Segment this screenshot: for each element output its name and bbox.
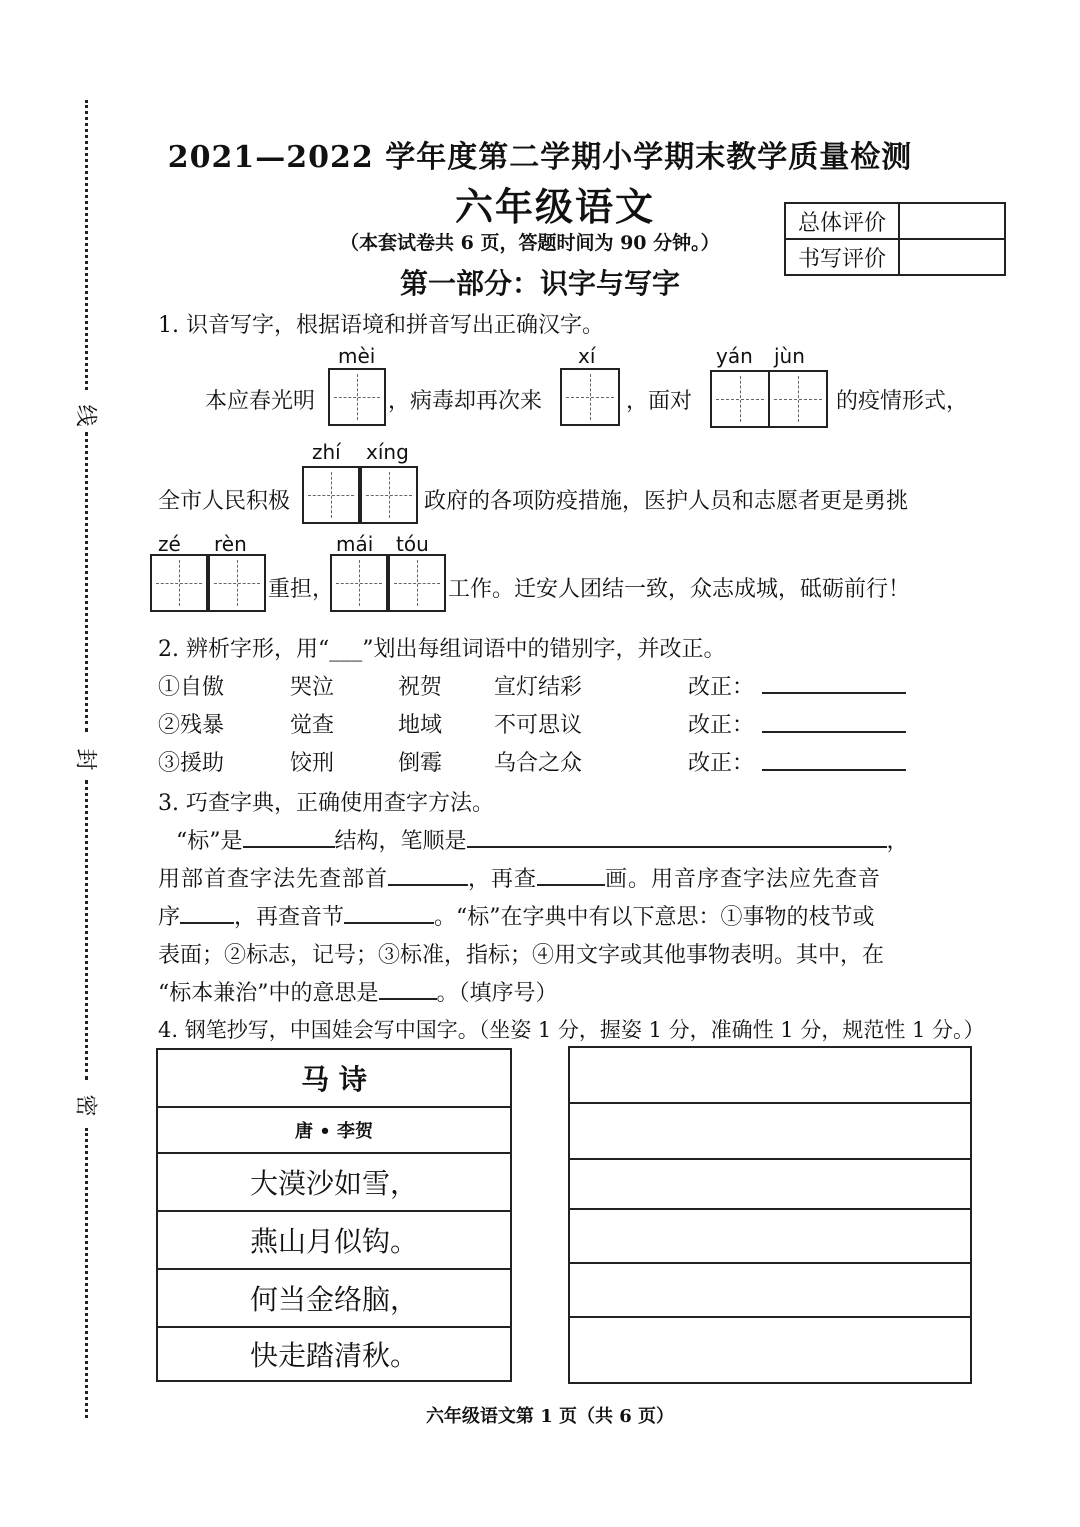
poem-line: 何当金络脑， (158, 1270, 510, 1328)
q1-text: 重担， (268, 577, 335, 602)
pinyin: zé (158, 532, 181, 556)
writing-line[interactable] (570, 1262, 970, 1264)
q2-word: 觉查 (290, 713, 335, 738)
evaluation-table (784, 202, 1006, 276)
q2-word: 地域 (398, 713, 443, 738)
blank-stroke-order[interactable] (467, 846, 887, 848)
q3-text: ， (886, 829, 909, 854)
q2-correction-label: 改正： (688, 713, 755, 738)
q2-word: 不可思议 (494, 713, 583, 738)
poem-line: 大漠沙如雪， (158, 1154, 510, 1212)
answer-box[interactable] (328, 368, 386, 426)
q4-prompt: 4. 钢笔抄写，中国娃会写中国字。（坐姿 1 分，握姿 1 分，准确性 1 分，规范性 1 分。） (158, 1018, 985, 1042)
q1-text: 政府的各项防疫措施，医护人员和志愿者更是勇挑 (424, 489, 909, 514)
q3-text: 结构，笔顺是 (334, 829, 467, 854)
binding-char-feng: 封 (72, 748, 98, 771)
exam-note: （本套试卷共 6 页，答题时间为 90 分钟。） (340, 232, 720, 254)
pinyin: yán (716, 344, 753, 368)
q3-line-2 (158, 862, 881, 893)
part-title: 第一部分：识字与写字 (400, 267, 681, 300)
poem-table (156, 1048, 512, 1382)
q1-text: ，病毒却再次来 (388, 389, 543, 414)
eval-field-writing[interactable] (899, 239, 1005, 275)
pinyin: mèi (338, 344, 376, 368)
q1-text: 的疫情形式， (836, 389, 969, 414)
q2-word: ②残暴 (158, 713, 225, 738)
blank-syllable[interactable] (344, 922, 434, 924)
binding-dotted-line (85, 780, 88, 1080)
pinyin: xí (578, 344, 596, 368)
answer-box[interactable] (150, 554, 208, 612)
answer-box[interactable] (710, 370, 770, 428)
q3-text: 用部首查字法先查部首 (158, 867, 389, 892)
q2-correction-blank[interactable] (762, 692, 906, 694)
q2-word: 饺刑 (290, 751, 335, 776)
q2-word: ①自傲 (158, 675, 225, 700)
q3-text: ，再查 (468, 867, 538, 892)
q2-correction-label: 改正： (688, 675, 755, 700)
q3-text: 。（填序号） (436, 981, 558, 1006)
writing-line[interactable] (570, 1158, 970, 1160)
binding-char-xian: 线 (72, 404, 98, 427)
q2-word: 哭泣 (290, 675, 335, 700)
answer-box[interactable] (560, 368, 620, 426)
q2-word: 乌合之众 (494, 751, 583, 776)
answer-box[interactable] (360, 466, 418, 524)
writing-line[interactable] (570, 1102, 970, 1104)
eval-label-overall: 总体评价 (785, 203, 899, 239)
blank-initial[interactable] (180, 922, 234, 924)
poem-title: 马 诗 (158, 1050, 510, 1108)
poem-author: 唐 • 李贺 (158, 1108, 510, 1154)
q3-line-3 (158, 900, 875, 931)
poem-line: 快走踏清秋。 (249, 1339, 418, 1372)
q1-text: 全市人民积极 (158, 489, 291, 514)
eval-label-writing: 书写评价 (785, 239, 899, 275)
q3-text: 。“标”在字典中有以下意思：①事物的枝节或 (434, 905, 875, 930)
binding-char-mi: 密 (72, 1094, 98, 1117)
q3-text: ，再查音节 (234, 905, 345, 930)
q2-word: ③援助 (158, 751, 225, 776)
poem-line: 燕山月似钩。 (158, 1212, 510, 1270)
blank-meaning[interactable] (379, 998, 437, 1000)
writing-line[interactable] (570, 1208, 970, 1210)
blank-radical[interactable] (388, 884, 468, 886)
pinyin: tóu (396, 532, 429, 556)
q3-text: 画。用音序查字法应先查音 (605, 867, 882, 892)
q3-line-4: 表面；②标志，记号；③标准，指标；④用文字或其他事物表明。其中，在 (158, 943, 885, 968)
answer-box[interactable] (768, 370, 828, 428)
q2-correction-label: 改正： (688, 751, 755, 776)
page-footer: 六年级语文第 1 页（共 6 页） (425, 1406, 675, 1427)
q3-prompt: 3. 巧查字典，正确使用查字方法。 (158, 791, 494, 816)
q3-line-1 (176, 824, 909, 855)
q2-correction-blank[interactable] (762, 769, 906, 771)
writing-line[interactable] (570, 1316, 970, 1318)
q1-text: 工作。迁安人团结一致，众志成城，砥砺前行！ (448, 577, 911, 602)
pinyin: zhí (312, 440, 341, 464)
q3-text: “标本兼治”中的意思是 (158, 981, 379, 1006)
blank-strokes[interactable] (537, 884, 605, 886)
q1-text: ，面对 (626, 389, 693, 414)
q2-prompt: 2. 辨析字形，用“___”划出每组词语中的错别字，并改正。 (158, 637, 726, 662)
blank-structure[interactable] (243, 846, 335, 848)
answer-box[interactable] (330, 554, 388, 612)
exam-title: 2021—2022 学年度第二学期小学期末教学质量检测 (167, 140, 913, 175)
q2-word: 祝贺 (398, 675, 443, 700)
q2-word: 宣灯结彩 (494, 675, 583, 700)
q1-prompt: 1. 识音写字，根据语境和拼音写出正确汉字。 (158, 313, 604, 338)
pinyin: rèn (214, 532, 247, 556)
q3-line-5 (158, 976, 558, 1007)
copy-writing-area[interactable] (568, 1046, 972, 1384)
q2-word: 倒霉 (398, 751, 443, 776)
answer-box[interactable] (208, 554, 266, 612)
binding-dotted-line (85, 432, 88, 732)
binding-dotted-line (85, 1128, 88, 1418)
eval-field-overall[interactable] (899, 203, 1005, 239)
exam-subject: 六年级语文 (454, 184, 655, 229)
pinyin: jùn (774, 344, 805, 368)
answer-box[interactable] (388, 554, 446, 612)
q2-correction-blank[interactable] (762, 731, 906, 733)
answer-box[interactable] (302, 466, 360, 524)
q3-text: 序 (158, 905, 181, 930)
q1-text: 本应春光明 (205, 389, 316, 414)
pinyin: xíng (366, 440, 409, 464)
q3-text: “标”是 (176, 829, 243, 854)
pinyin: mái (336, 532, 374, 556)
